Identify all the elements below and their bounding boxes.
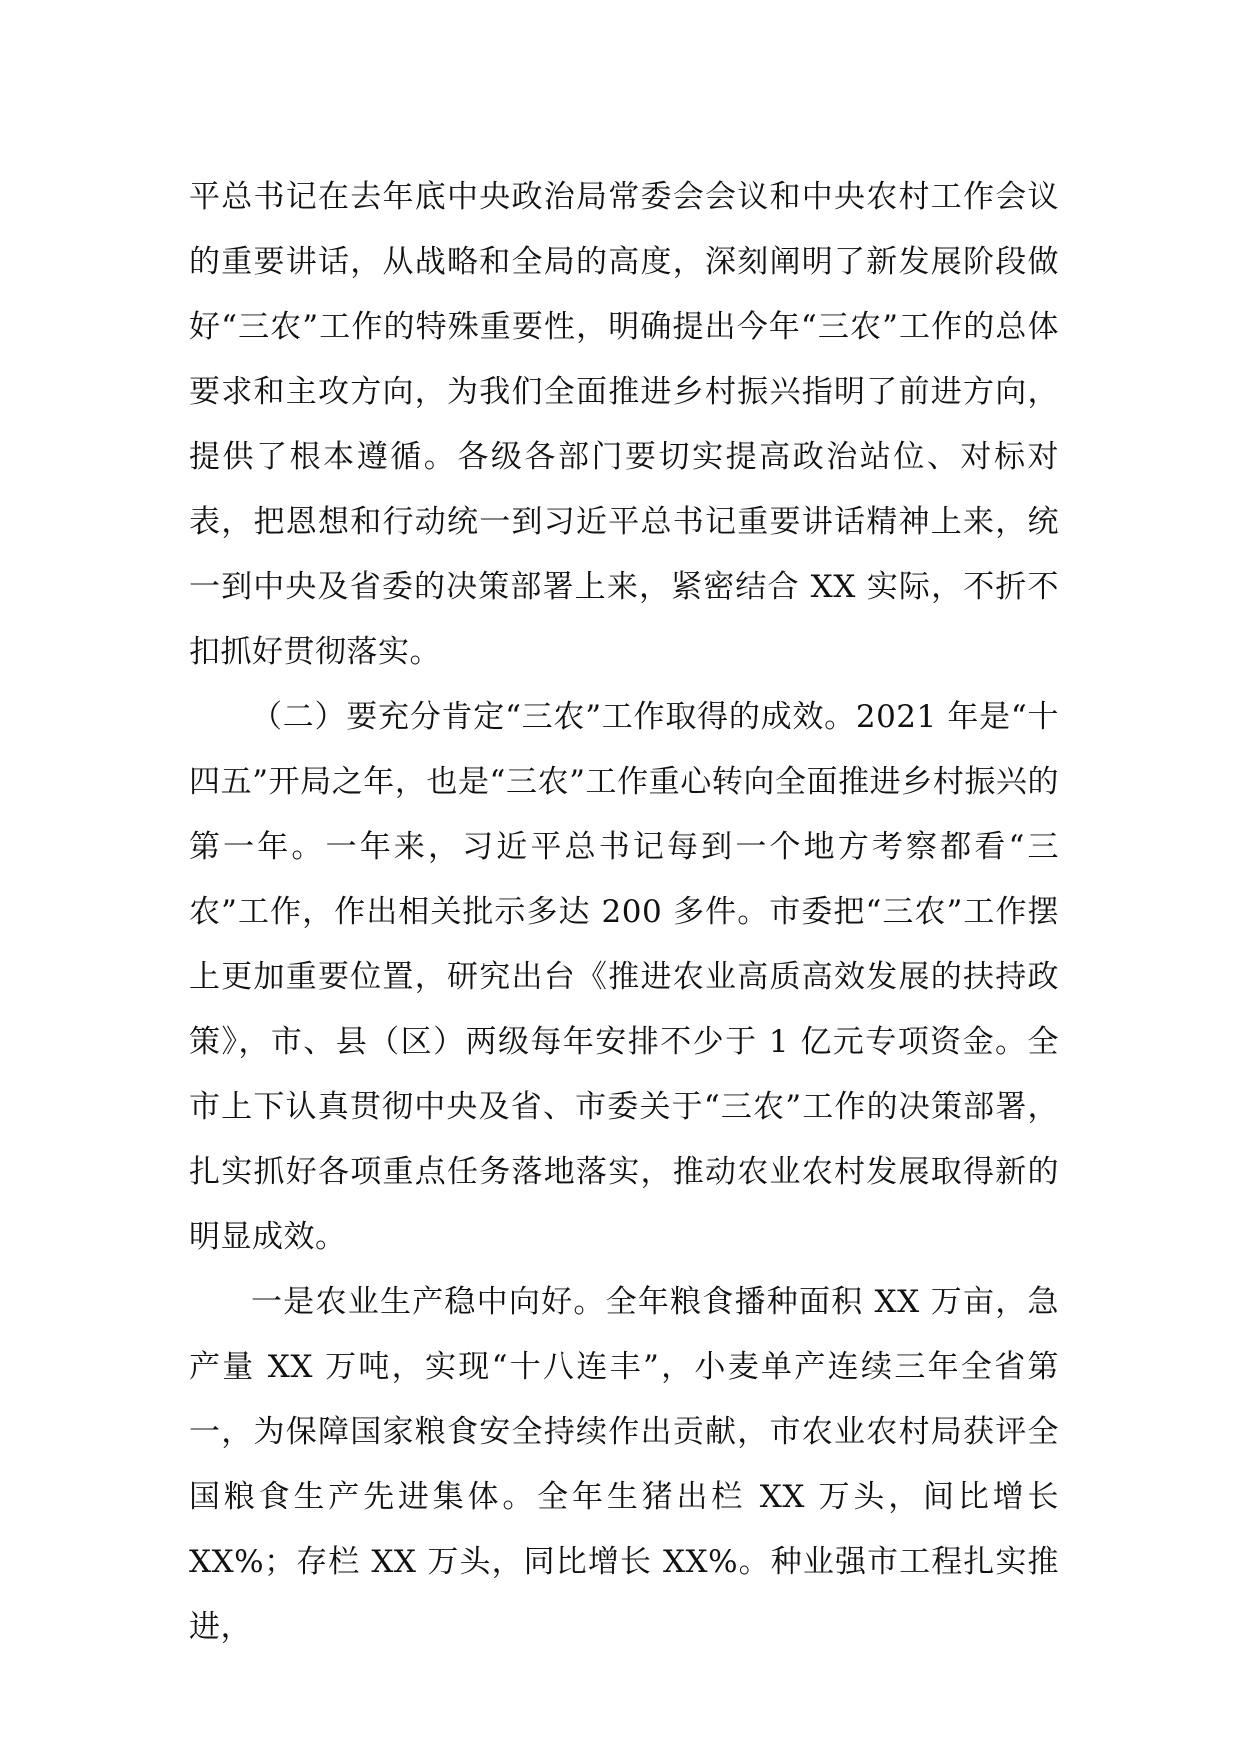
paragraph-2: （二）要充分肯定“三农”工作取得的成效。2021 年是“十四五”开局之年，也是“三农”工作重心转向全面推进乡村振兴的第一年。一年来，习近平总书记每到一个地方考察都看“三农”工作，作出相关批示多达 200 多件。市委把“三农”工作摆上更加重要位置，研究出台《推进农业高质高效发展的扶持政策》，市、县（区）两级每年安排不少于 1 亿元专项资金。全市上下认真贯彻中央及省、市委关于“三农”工作的决策部署，扎实抓好各项重点任务落地落实，推动农业农村发展取得新的明显成效。 [189, 699, 1059, 1255]
paragraph-1: 平总书记在去年底中央政治局常委会会议和中央农村工作会议的重要讲话，从战略和全局的高度，深刻阐明了新发展阶段做好“三农”工作的特殊重要性，明确提出今年“三农”工作的总体要求和主攻方向，为我们全面推进乡村振兴指明了前进方向，提供了根本遵循。各级各部门要切实提高政治站位、对标对表，把恩想和行动统一到习近平总书记重要讲话精神上来，统一到中央及省委的决策部署上来，紧密结合 XX 实际，不折不扣抓好贯彻落实。 [189, 179, 1059, 670]
document-body [189, 165, 1059, 1660]
paragraph-3: 一是农业生产稳中向好。全年粮食播种面积 XX 万亩，急产量 XX 万吨，实现“十八连丰”，小麦单产连续三年全省第一，为保障国家粮食安全持续作出贡献，市农业农村局获评全国粮食生产先进集体。全年生猪出栏 XX 万头，间比增长 XX%；存栏 XX 万头，同比增长 XX%。种业强市工程扎实推进， [189, 1284, 1059, 1645]
